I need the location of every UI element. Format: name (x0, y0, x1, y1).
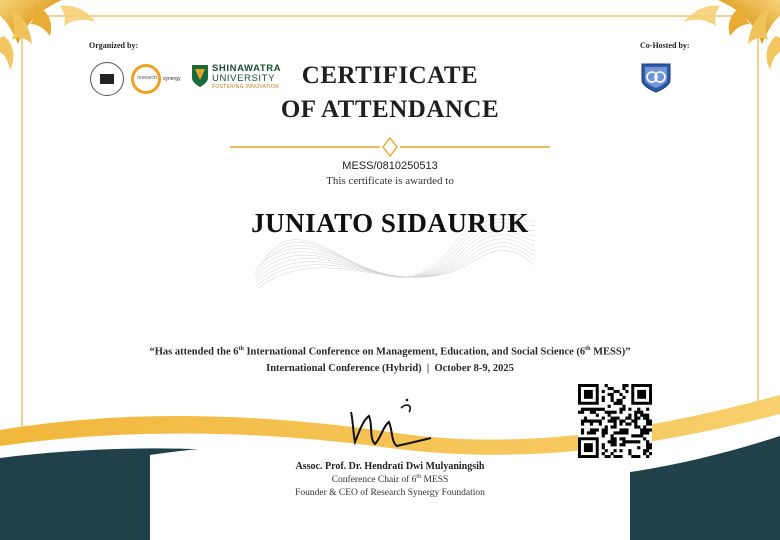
signer-role-chair-part2: MESS (421, 475, 449, 486)
attendance-statement (0, 346, 780, 358)
shinawatra-line2: UNIVERSITY (212, 73, 276, 84)
attendance-statement-part3: MESS)” (590, 346, 631, 358)
diamond-icon (383, 138, 397, 156)
certificate-serial-number: MESS/0810250513 (342, 160, 438, 172)
signer-name: Assoc. Prof. Dr. Hendrati Dwi Mulyaningsih (295, 461, 485, 472)
signer-role-chair-sup: th (416, 474, 422, 480)
shinawatra-shield-icon (191, 64, 209, 88)
research-synergy-logo-text: research (137, 75, 157, 81)
shinawatra-line1: SHINAWATRA (212, 63, 282, 74)
co-host-crest-icon (639, 60, 673, 94)
signer-role-chair (0, 474, 780, 485)
signature-icon (345, 398, 437, 454)
research-synergy-logo-subtext: synergy (163, 76, 181, 82)
signer-role-chair-part1: Conference Chair of 6 (331, 475, 417, 486)
event-details: International Conference (Hybrid) | October 8-9, 2025 (266, 363, 514, 374)
certificate-title-line1: CERTIFICATE (301, 62, 479, 89)
certificate-title-line2: OF ATTENDANCE (280, 96, 500, 123)
recipient-name: JUNIATO SIDAURUK (251, 208, 529, 238)
attendance-statement-sup1: th (238, 346, 244, 352)
organized-by-label: Organized by: (89, 41, 139, 50)
signer-role-founder: Founder & CEO of Research Synergy Foundation (295, 488, 485, 498)
awarded-to-text: This certificate is awarded to (326, 175, 454, 187)
ornament-top-right-icon (684, 0, 780, 70)
organizer-seal-logo (90, 62, 124, 96)
title-divider (230, 138, 550, 156)
shinawatra-line3: FOSTERING INNOVATION (212, 84, 279, 90)
attendance-statement-part2: International Conference on Management, Education, and Social Science (6 (243, 346, 586, 358)
research-synergy-logo (131, 64, 161, 94)
ornament-top-left-icon (0, 0, 96, 70)
attendance-statement-part1: “Has attended the 6 (149, 346, 239, 358)
attendance-statement-sup2: th (585, 346, 591, 352)
qr-code-icon[interactable] (578, 384, 652, 458)
co-hosted-by-label: Co-Hosted by: (640, 41, 690, 50)
